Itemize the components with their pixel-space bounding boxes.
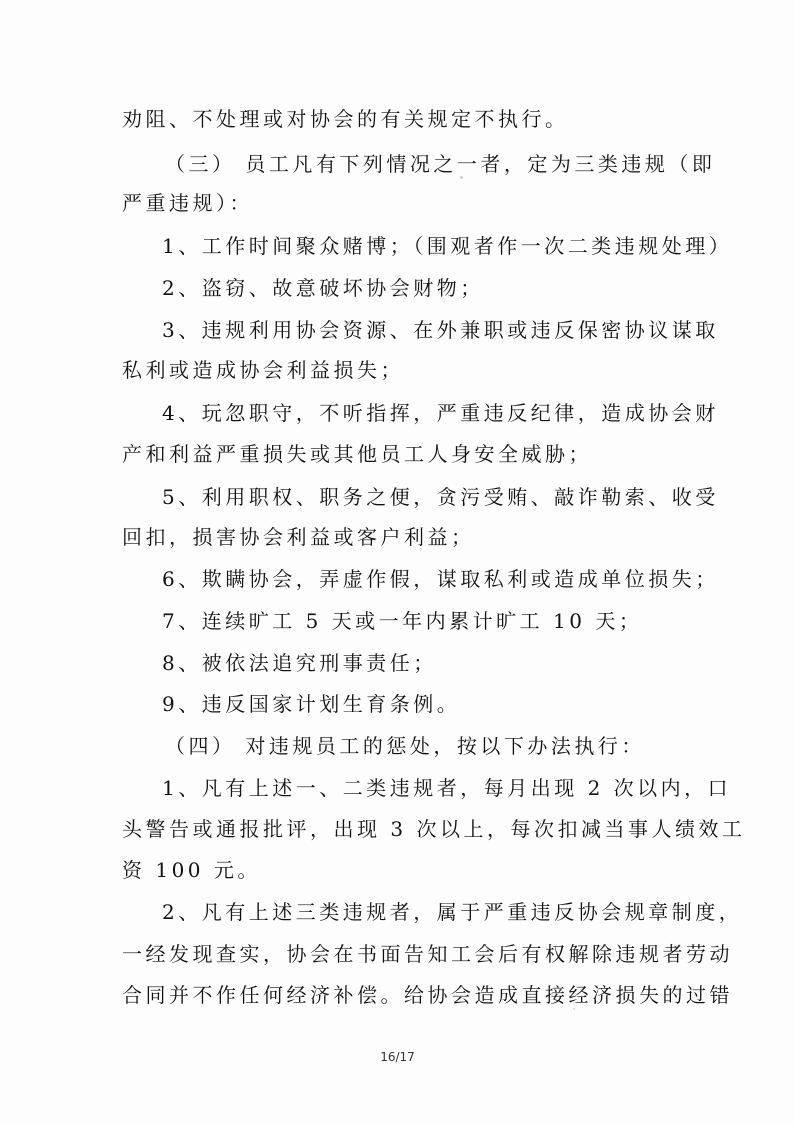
scan-speck xyxy=(460,176,463,179)
text-line: 合同并不作任何经济补偿。给协会造成直接经济损失的过错 xyxy=(122,983,733,1007)
text-line: 劝阻、不处理或对协会的有关规定不执行。 xyxy=(122,107,569,131)
list-item: 1、工作时间聚众赌博；（围观者作一次二类违规处理） xyxy=(162,234,733,258)
scan-speck xyxy=(573,1008,575,1010)
list-item: 7、连续旷工 5 天或一年内累计旷工 10 天； xyxy=(162,609,643,633)
page-number: 16/17 xyxy=(380,1050,415,1064)
list-item: 6、欺瞒协会，弄虚作假，谋取私利或造成单位损失； xyxy=(162,567,719,591)
text-line: 产和利益严重损失或其他员工人身安全威胁； xyxy=(122,442,592,466)
section-heading-4: （四） 对违规员工的惩处，按以下办法执行： xyxy=(165,734,645,758)
text-line: 一经发现查实，协会在书面告知工会后有权解除违规者劳动 xyxy=(122,942,733,966)
list-item: 1、凡有上述一、二类违规者，每月出现 2 次以内，口 xyxy=(162,776,732,800)
text-line: 回扣，损害协会利益或客户利益； xyxy=(122,525,475,549)
list-item: 8、被依法追究刑事责任； xyxy=(162,651,437,675)
list-item: 9、违反国家计划生育条例。 xyxy=(162,692,461,716)
list-item: 5、利用职权、职务之便，贪污受贿、敲诈勒索、收受 xyxy=(162,485,719,509)
text-line: 头警告或通报批评，出现 3 次以上，每次扣减当事人绩效工 xyxy=(122,817,746,841)
list-item: 4、玩忽职守，不听指挥，严重违反纪律，造成协会财 xyxy=(162,401,719,425)
list-item: 3、违规利用协会资源、在外兼职或违反保密协议谋取 xyxy=(162,318,719,342)
list-item: 2、凡有上述三类违规者，属于严重违反协会规章制度， xyxy=(162,900,743,924)
text-line: 严重违规）： xyxy=(122,191,253,215)
list-item: 2、盗窃、故意破坏协会财物； xyxy=(162,276,484,300)
text-line: 资 100 元。 xyxy=(122,858,261,882)
text-line: 私利或造成协会利益损失； xyxy=(122,358,404,382)
section-heading-3: （三） 员工凡有下列情况之一者，定为三类违规（即 xyxy=(165,152,716,176)
